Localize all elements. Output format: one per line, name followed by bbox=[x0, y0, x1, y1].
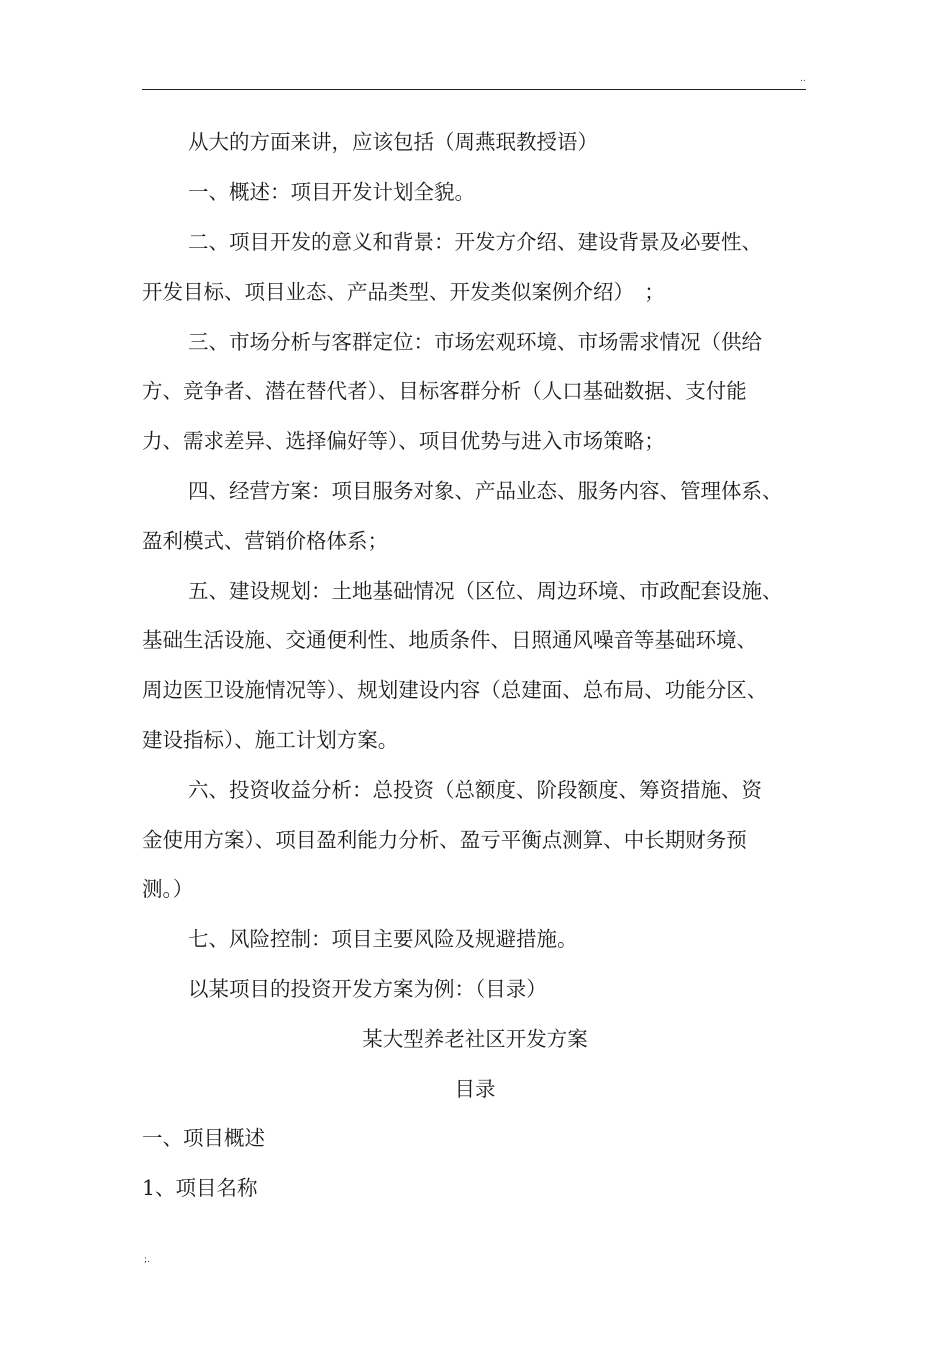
toc-item-1: 一、项目概述 bbox=[142, 1126, 265, 1150]
section-2-line-1: 二、项目开发的意义和背景：开发方介绍、建设背景及必要性、 bbox=[188, 230, 762, 254]
section-3-line-2: 方、竞争者、潜在替代者）、目标客群分析（人口基础数据、支付能 bbox=[142, 379, 747, 403]
section-2-line-2: 开发目标、项目业态、产品类型、开发类似案例介绍） ； bbox=[142, 280, 665, 304]
example-line: 以某项目的投资开发方案为例：（目录） bbox=[188, 977, 547, 1001]
section-5-line-4: 建设指标）、施工计划方案。 bbox=[142, 728, 399, 752]
section-6-line-2: 金使用方案）、项目盈利能力分析、盈亏平衡点测算、中长期财务预 bbox=[142, 828, 747, 852]
section-4-line-1: 四、经营方案：项目服务对象、产品业态、服务内容、管理体系、 bbox=[188, 479, 783, 503]
doc-title: 某大型养老社区开发方案 bbox=[362, 1027, 588, 1051]
section-4-line-2: 盈利模式、营销价格体系； bbox=[142, 529, 388, 553]
section-6-line-1: 六、投资收益分析：总投资（总额度、阶段额度、筹资措施、资 bbox=[188, 778, 762, 802]
section-6-line-3: 测。） bbox=[142, 877, 194, 901]
section-7-line: 七、风险控制：项目主要风险及规避措施。 bbox=[188, 927, 578, 951]
section-5-line-1: 五、建设规划：土地基础情况（区位、周边环境、市政配套设施、 bbox=[188, 579, 783, 603]
section-3-line-1: 三、市场分析与客群定位：市场宏观环境、市场需求情况（供给 bbox=[188, 330, 762, 354]
header-mark: .. bbox=[800, 74, 806, 84]
toc-item-1-1: 1、项目名称 bbox=[142, 1176, 258, 1200]
header-rule bbox=[142, 89, 806, 90]
footer-mark: ;. bbox=[144, 1255, 150, 1265]
section-1-line: 一、概述：项目开发计划全貌。 bbox=[188, 180, 475, 204]
section-3-line-3: 力、需求差异、选择偏好等）、项目优势与进入市场策略； bbox=[142, 429, 665, 453]
toc-title: 目录 bbox=[454, 1077, 496, 1101]
section-5-line-3: 周边医卫设施情况等）、规划建设内容（总建面、总布局、功能分区、 bbox=[142, 678, 768, 702]
intro-line: 从大的方面来讲，应该包括（周燕珉教授语） bbox=[188, 130, 598, 154]
section-5-line-2: 基础生活设施、交通便利性、地质条件、日照通风噪音等基础环境、 bbox=[142, 628, 757, 652]
